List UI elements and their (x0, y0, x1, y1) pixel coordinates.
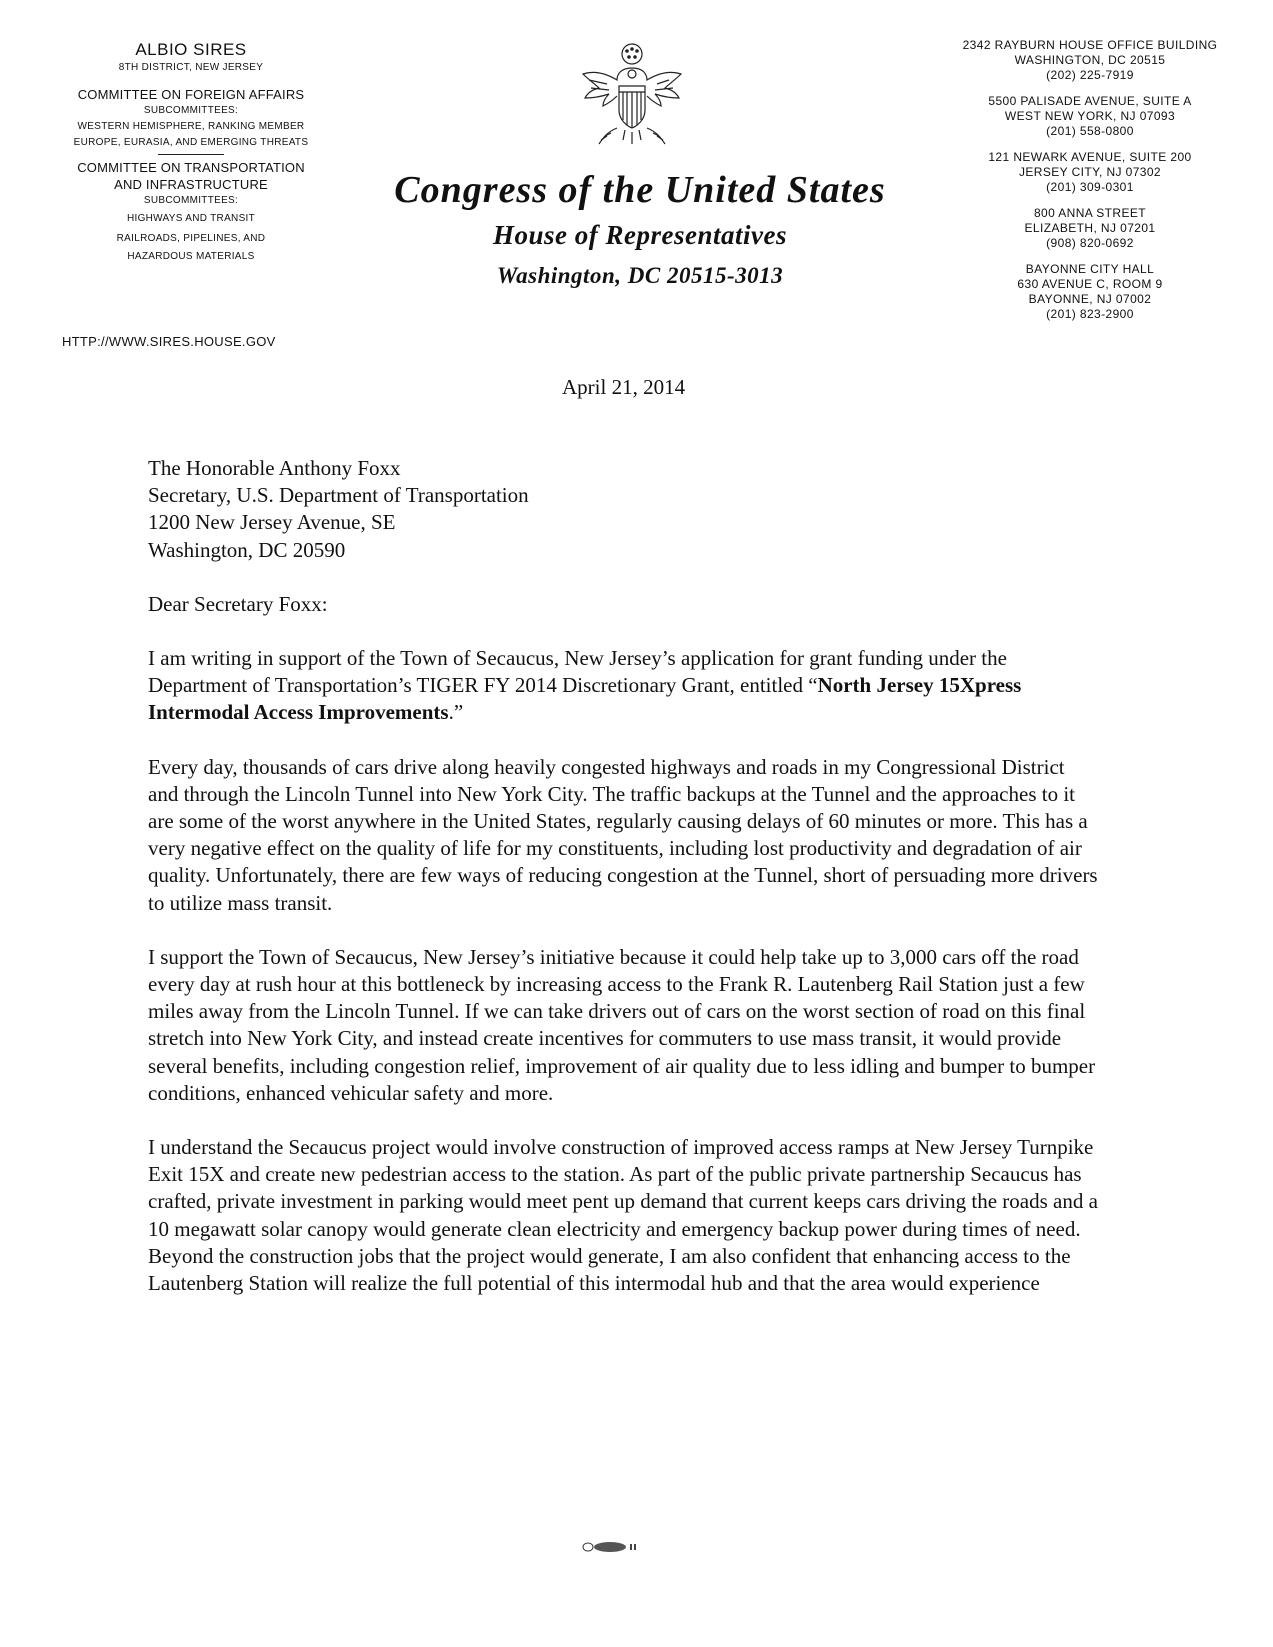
address-line: BAYONNE CITY HALL (1025, 262, 1155, 276)
address-line: 2342 RAYBURN HOUSE OFFICE BUILDING (962, 38, 1218, 52)
recipient-line: Washington, DC 20590 (148, 537, 346, 562)
recipient-line: 1200 New Jersey Avenue, SE (148, 510, 396, 535)
phone-number: (201) 558-0800 (1046, 124, 1134, 138)
letterhead-subtitle: House of Representatives (493, 220, 787, 250)
committee-name-line2: AND INFRASTRUCTURE (114, 177, 268, 192)
office-address-west-new-york (940, 94, 1240, 139)
address-line: WEST NEW YORK, NJ 07093 (1004, 109, 1176, 123)
paragraph-4: I understand the Secaucus project would involve construction of improved access ramps at New Jersey Turnpike Exit 15X and create new pedestrian access to the station. As part of the public private partnership Secaucus has crafted, private investment in parking would meet pent up demand that current keeps cars driving the roads and a 10 megawatt solar canopy would generate clean electricity and emergency backup power during times of need. Beyond the construction jobs that the project would generate, I am also confident that enhancing access to the Lautenberg Station will realize the full potential of this intermodal hub and that the area would experience (148, 1135, 1098, 1296)
committee-name-line1: COMMITTEE ON TRANSPORTATION (77, 160, 305, 175)
paragraph-1 (148, 645, 1098, 727)
subcommittees-label: SUBCOMMITTEES: (143, 105, 239, 116)
eagle-seal-icon (577, 40, 687, 160)
member-name: ALBIO SIRES (135, 40, 247, 59)
subcommittee-item: HAZARDOUS MATERIALS (127, 251, 255, 262)
project-title: North Jersey 15Xpress Intermodal Access Improvements (148, 673, 1022, 725)
paragraph-text: .” (448, 700, 464, 725)
paragraph-2: Every day, thousands of cars drive along heavily congested highways and roads in my Congressional District and through the Lincoln Tunnel into New York City. The traffic backups at the Tunnel and the approaches to it are some of the worst anywhere in the United States, regularly causing delays of 60 minutes or more. This has a very negative effect on the quality of life for my constituents, including lost productivity and degradation of air quality. Unfortunately, there are few ways of reducing congestion at the Tunnel, short of persuading more drivers to utilize mass transit. (148, 754, 1098, 915)
address-line: 121 NEWARK AVENUE, SUITE 200 (988, 150, 1192, 164)
divider (158, 154, 224, 155)
subcommittee-item: HIGHWAYS AND TRANSIT (126, 213, 256, 224)
letter-date: April 21, 2014 (562, 375, 686, 399)
union-label-icon (580, 1540, 650, 1554)
address-line: BAYONNE, NJ 07002 (1028, 292, 1152, 306)
committee-foreign-affairs (46, 86, 336, 155)
member-district: 8TH DISTRICT, NEW JERSEY (118, 62, 264, 73)
website-link[interactable]: HTTP://WWW.SIRES.HOUSE.GOV (62, 334, 276, 349)
paragraph-3: I support the Town of Secaucus, New Jersey’s initiative because it could help take up to 3,000 cars off the road every day at rush hour at this bottleneck by increasing access to the Frank R. Lautenberg Rail Station just a few miles away from the Lincoln Tunnel. If we can take drivers out of cars on the worst section of road on this final stretch into New York City, and instead create incentives for commuters to use mass transit, it would provide several benefits, including congestion relief, improvement of air quality due to less idling and bumper to bumper conditions, enhanced vehicular safety and more. (148, 944, 1096, 1105)
phone-number: (201) 823-2900 (1046, 307, 1134, 321)
subcommittee-item: RAILROADS, PIPELINES, AND (116, 233, 266, 244)
recipient-block (148, 455, 1098, 564)
office-address-jersey-city (940, 150, 1240, 195)
salutation: Dear Secretary Foxx: (148, 591, 328, 616)
office-addresses-column (940, 38, 1240, 333)
subcommittee-item: EUROPE, EURASIA, AND EMERGING THREATS (73, 137, 309, 148)
phone-number: (202) 225-7919 (1046, 68, 1134, 82)
subcommittees-label: SUBCOMMITTEES: (143, 195, 239, 206)
paragraph-text: I am writing in support of the Town of Secaucus, New Jersey’s application for grant funding under the Department of Transportation’s TIGER FY 2014 Discretionary Grant, entitled “ (148, 646, 1007, 698)
recipient-line: Secretary, U.S. Department of Transportation (148, 483, 529, 508)
committee-transportation (46, 159, 336, 265)
office-address-dc (940, 38, 1240, 83)
office-address-bayonne (940, 262, 1240, 322)
phone-number: (201) 309-0301 (1046, 180, 1134, 194)
letterhead-title: Congress of the United States (394, 169, 886, 211)
address-line: WASHINGTON, DC 20515 (1014, 53, 1166, 67)
subcommittee-item: WESTERN HEMISPHERE, RANKING MEMBER (77, 121, 305, 132)
letter-body (148, 455, 1098, 1297)
address-line: 800 ANNA STREET (1033, 206, 1147, 220)
letterhead-city: Washington, DC 20515-3013 (496, 263, 784, 288)
office-address-elizabeth (940, 206, 1240, 251)
committee-name: COMMITTEE ON FOREIGN AFFAIRS (77, 87, 305, 102)
address-line: 630 AVENUE C, ROOM 9 (1017, 277, 1163, 291)
phone-number: (908) 820-0692 (1046, 236, 1134, 250)
address-line: 5500 PALISADE AVENUE, SUITE A (988, 94, 1192, 108)
address-line: ELIZABETH, NJ 07201 (1024, 221, 1156, 235)
address-line: JERSEY CITY, NJ 07302 (1018, 165, 1162, 179)
member-info-column (46, 38, 336, 265)
recipient-line: The Honorable Anthony Foxx (148, 456, 401, 480)
